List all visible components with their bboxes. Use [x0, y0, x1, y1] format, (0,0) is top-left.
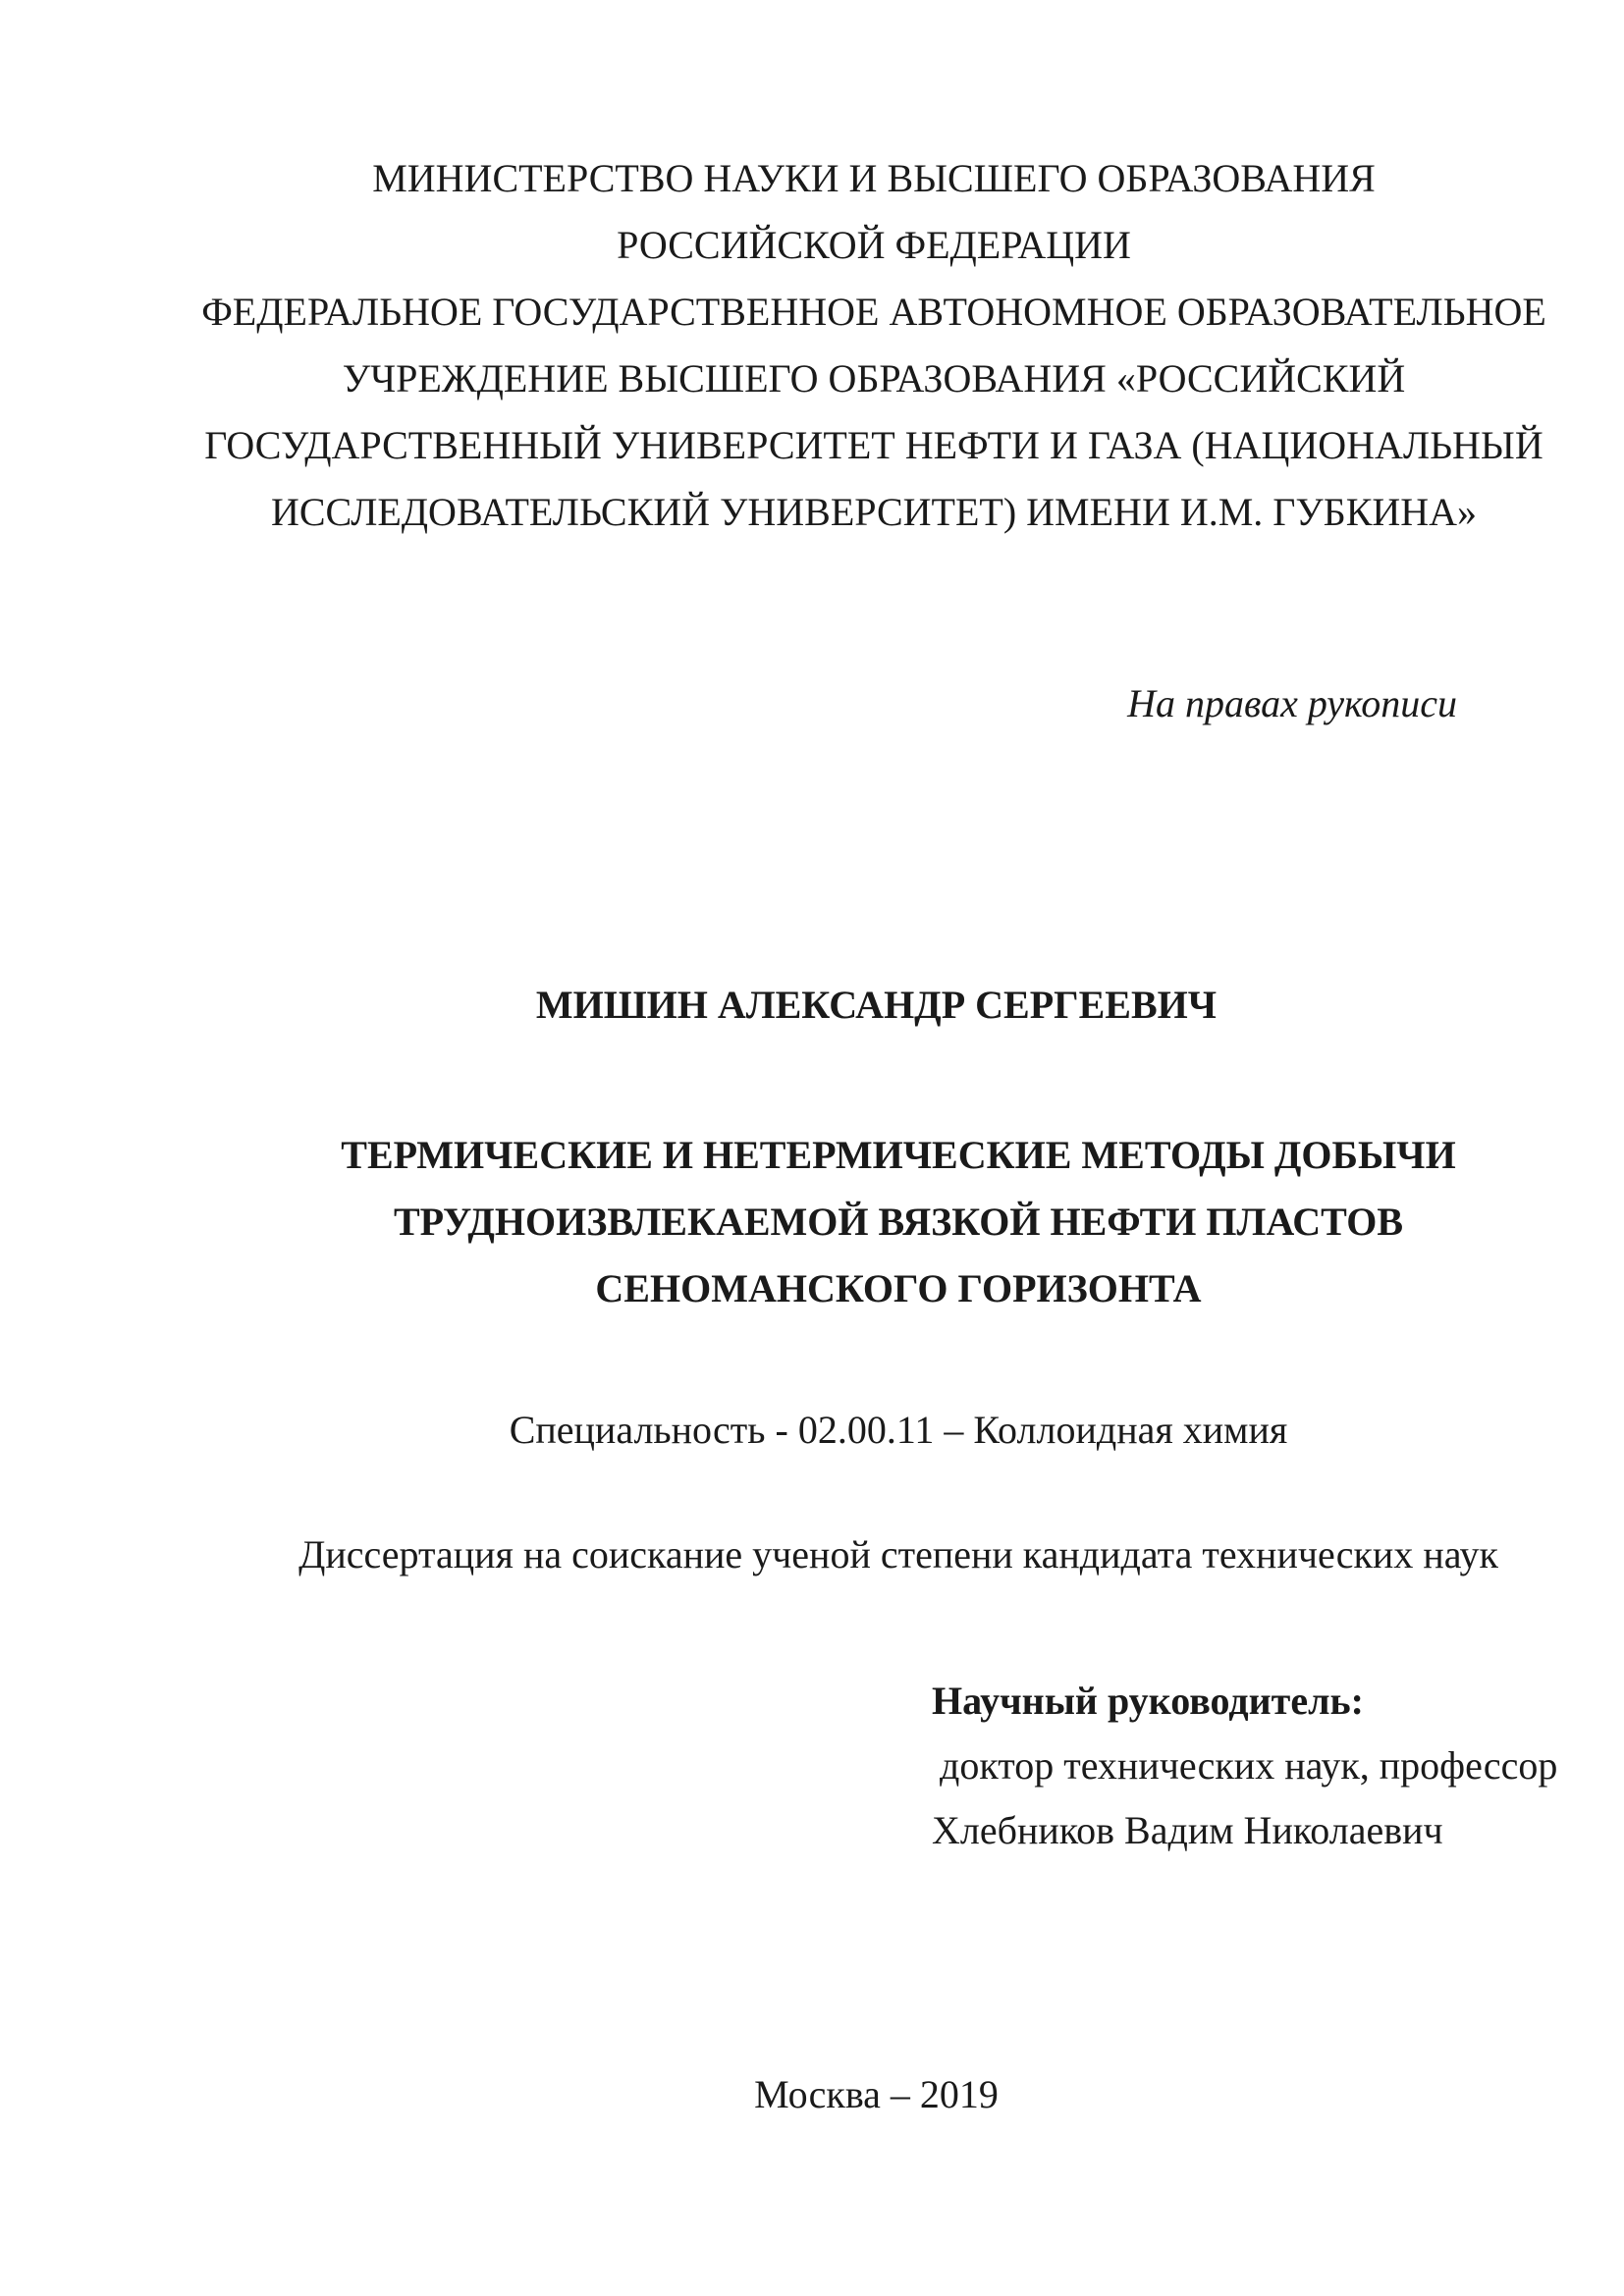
manuscript-note: На правах рукописи [1127, 681, 1457, 725]
dissertation-degree-line: Диссертация на соискание ученой степени кандидата технических наук [298, 1532, 1498, 1576]
title-line-2: ТРУДНОИЗВЛЕКАЕМОЙ ВЯЗКОЙ НЕФТИ ПЛАСТОВ [393, 1200, 1404, 1244]
header-line-1: МИНИСТЕРСТВО НАУКИ И ВЫСШЕГО ОБРАЗОВАНИЯ [372, 156, 1376, 200]
header-line-6: ИССЛЕДОВАТЕЛЬСКИЙ УНИВЕРСИТЕТ) ИМЕНИ И.М. ГУБКИНА» [270, 490, 1478, 534]
header-line-5: ГОСУДАРСТВЕННЫЙ УНИВЕРСИТЕТ НЕФТИ И ГАЗА (НАЦИОНАЛЬНЫЙ [204, 423, 1543, 467]
supervisor-name: Хлебников Вадим Николаевич [932, 1808, 1443, 1852]
institution-header [147, 145, 1600, 546]
title-line-3: СЕНОМАНСКОГО ГОРИЗОНТА [595, 1266, 1202, 1310]
author-name: МИШИН АЛЕКСАНДР СЕРГЕЕВИЧ [535, 983, 1218, 1027]
supervisor-heading: Научный руководитель: [932, 1679, 1364, 1723]
header-line-3: ФЕДЕРАЛЬНОЕ ГОСУДАРСТВЕННОЕ АВТОНОМНОЕ ОБРАЗОВАТЕЛЬНОЕ [201, 290, 1546, 334]
header-line-4: УЧРЕЖДЕНИЕ ВЫСШЕГО ОБРАЗОВАНИЯ «РОССИЙСКИЙ [342, 356, 1406, 400]
supervisor-block [932, 1669, 1557, 1863]
city-year: Москва – 2019 [754, 2072, 999, 2116]
dissertation-title [187, 1122, 1610, 1322]
title-line-1: ТЕРМИЧЕСКИЕ И НЕТЕРМИЧЕСКИЕ МЕТОДЫ ДОБЫЧИ [341, 1133, 1456, 1177]
specialty-line: Специальность - 02.00.11 – Коллоидная химия [509, 1408, 1288, 1452]
header-line-2: РОССИЙСКОЙ ФЕДЕРАЦИИ [617, 223, 1131, 267]
supervisor-degree: доктор технических наук, профессор [940, 1743, 1558, 1788]
